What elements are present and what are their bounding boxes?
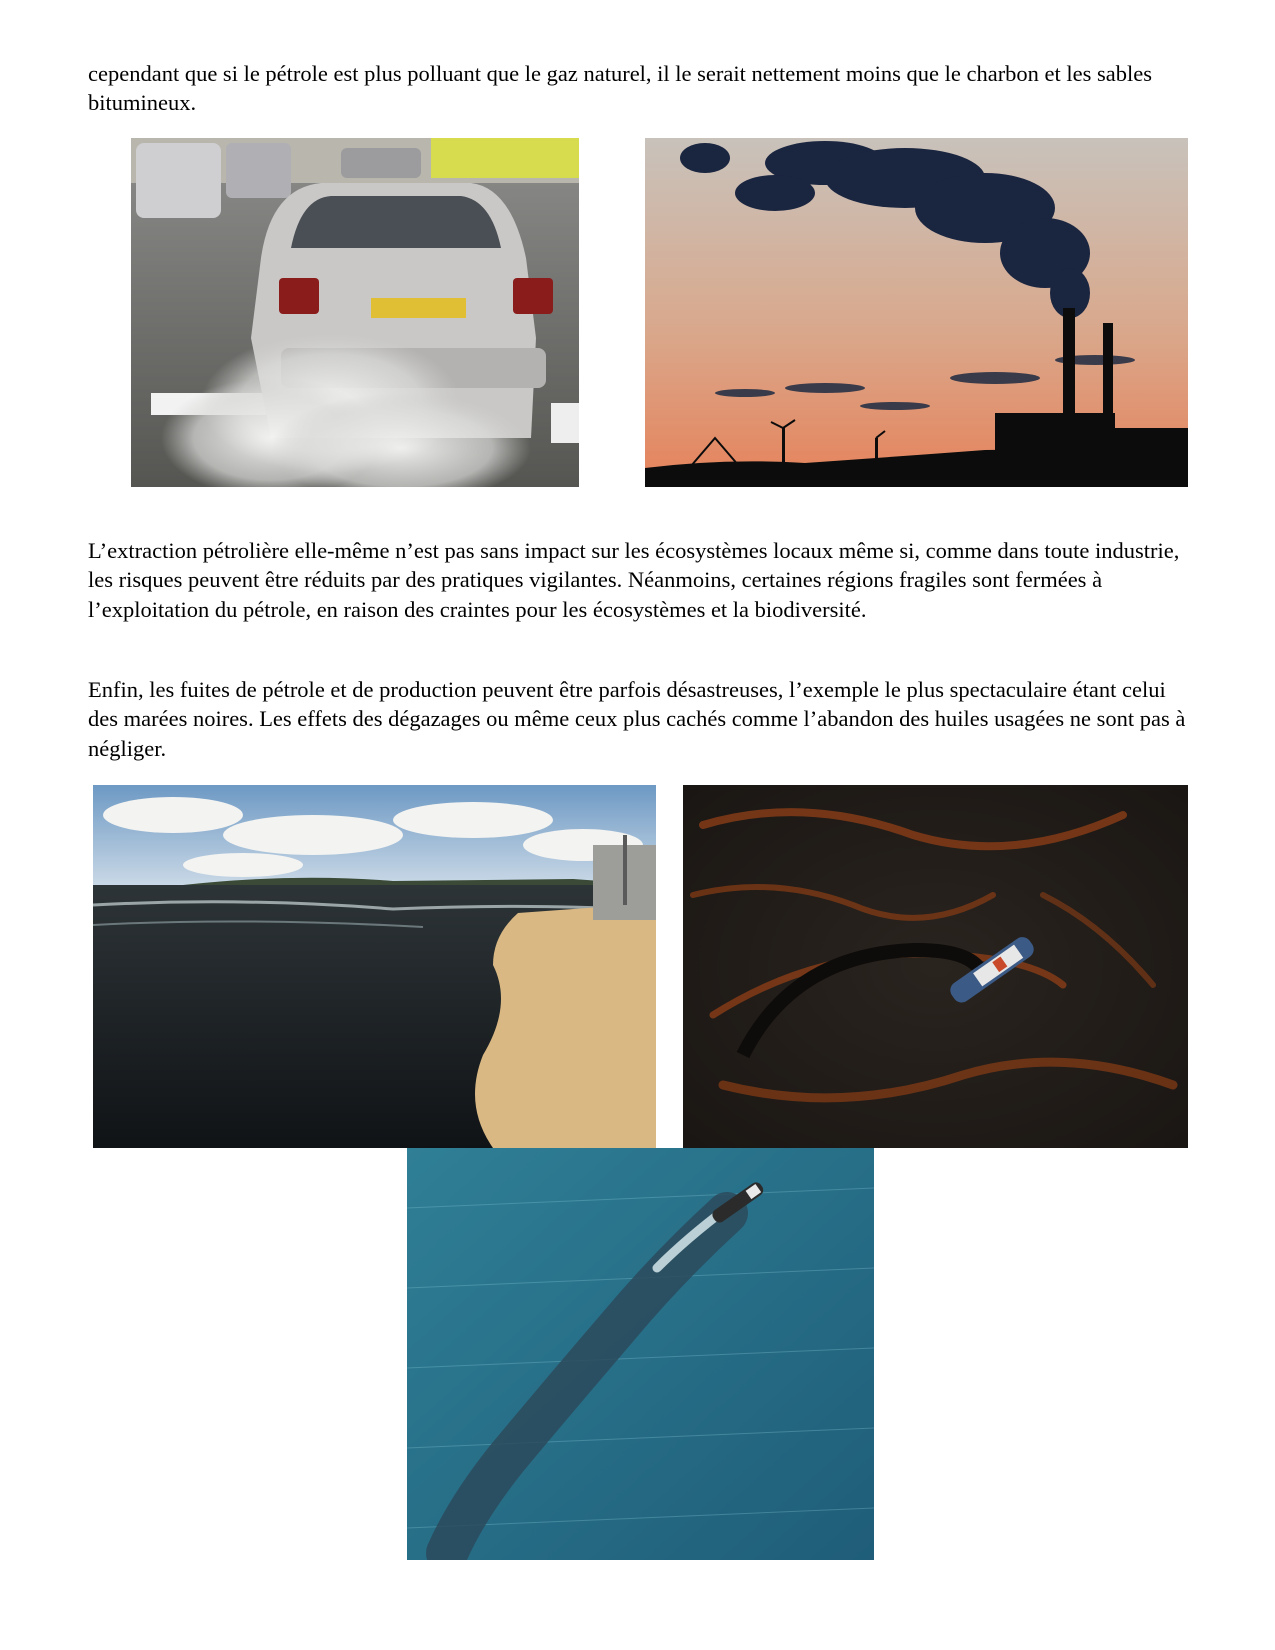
oil-slick-boat-photo bbox=[683, 785, 1188, 1148]
oil-covered-beach-photo bbox=[93, 785, 656, 1148]
paragraph-pollution-comparison: cependant que si le pétrole est plus polluant que le gaz naturel, il le serait nettement moins que le charbon et les sables bitumineux. bbox=[88, 61, 1153, 116]
paragraph-extraction-impact: L’extraction pétrolière elle-même n’est pas sans impact sur les écosystèmes locaux même si, comme dans toute industrie, les risques peuvent être réduits par des pratiques vigilantes. Néanmoins, certaines régions fragiles sont fermées à l’exploitation du pétrole, en raison des craintes pour les écosystèmes et la biodiversité. bbox=[88, 538, 1180, 622]
ship-oil-trail-photo bbox=[407, 1148, 874, 1560]
factory-smokestack-photo bbox=[645, 138, 1188, 487]
paragraph-oil-spills: Enfin, les fuites de pétrole et de production peuvent être parfois désastreuses, l’exemple le plus spectaculaire étant celui des marées noires. Les effets des dégazages ou même ceux plus cachés comme l’abandon des huiles usagées ne sont pas à négliger. bbox=[88, 677, 1186, 761]
car-exhaust-photo bbox=[131, 138, 579, 487]
